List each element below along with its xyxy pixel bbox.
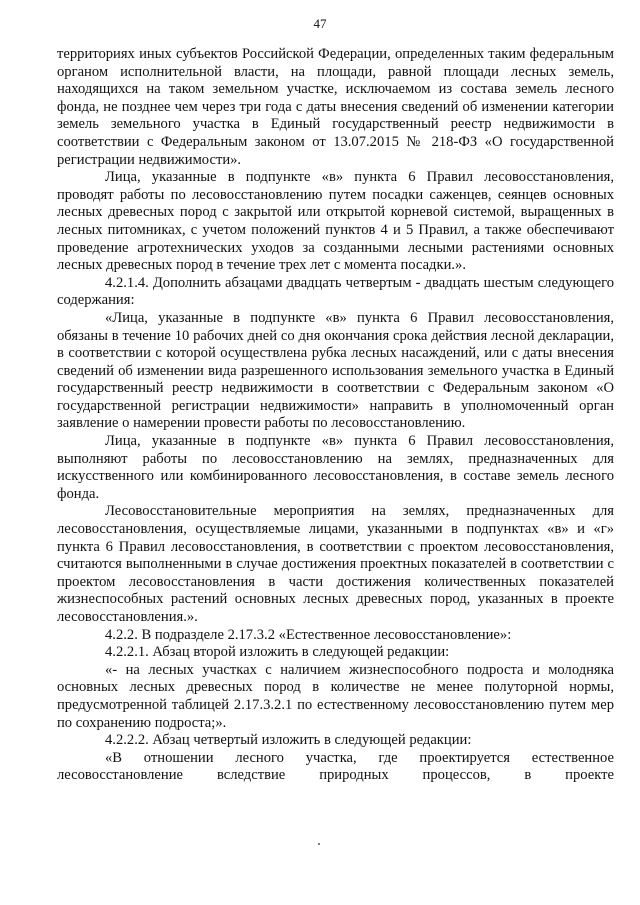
paragraph-persons-obliged: «Лица, указанные в подпункте «в» пункта 6 Правил лесовосстановления, обязаны в течение 10 рабочих дней со дня окончания срока действия лесной декларации, в соответствии с которой осуществлена рубка лесных насаждений, или с даты внесения сведений об изменении вида разрешенного использования земельного участка в Единый государственный реестр недвижимости в соответствии с Федеральным законом «О государственной регистрации недвижимости» направить в уполномоченный орган заявление о намерении провести работы по лесовосстановлению. bbox=[57, 309, 614, 432]
paragraph-undergrowth: «- на лесных участках с наличием жизнеспособного подроста и молодняка основных лесных древесных пород в количестве не менее полуторной нормы, предусмотренной таблицей 2.17.3.2.1 по естественному лесовосстановлению путем мер по сохранению подроста;». bbox=[57, 661, 614, 731]
paragraph-clause-4-2-2-1: 4.2.2.1. Абзац второй изложить в следующей редакции: bbox=[105, 644, 450, 661]
paragraph-continuation: территориях иных субъектов Российской Федерации, определенных таким федеральным органом исполнительной власти, на площади, равной площади лесных земель, находящихся на таком земельном участке, исключаемом из состава земель лесного фонда, не позднее чем через три года с даты внесения сведений об изменении категории земель земельного участка в Единый государственный реестр недвижимости в соответствии с Федеральным законом от 13.07.2015 № 218-ФЗ «О государственной регистрации недвижимости». bbox=[57, 46, 614, 168]
document-body bbox=[57, 46, 614, 785]
scan-speck bbox=[318, 843, 320, 845]
page-number: 47 bbox=[313, 16, 327, 31]
paragraph-natural-reforestation: «В отношении лесного участка, где проектируется естественное лесовосстановление вследствие природных процессов, в проекте bbox=[57, 749, 614, 784]
paragraph-reforestation-measures: Лесовосстановительные мероприятия на землях, предназначенных для лесовосстановления, осуществляемые лицами, указанными в подпунктах «в» и «г» пункта 6 Правил лесовосстановления, в соответствии с проектом лесовосстановления, считаются выполненными в случае достижения проектных показателей в соответствии с проектом лесовосстановления в части достижения количественных показателей жизнеспособных растений основных лесных древесных пород, указанных в проекте лесовосстановления.». bbox=[57, 503, 614, 625]
paragraph-clause-4-2-2-2: 4.2.2.2. Абзац четвертый изложить в следующей редакции: bbox=[105, 732, 472, 749]
paragraph-clause-4-2-2: 4.2.2. В подразделе 2.17.3.2 «Естественное лесовосстановление»: bbox=[105, 626, 512, 643]
paragraph-clause-4-2-1-4: 4.2.1.4. Дополнить абзацами двадцать четвертым - двадцать шестым следующего содержания: bbox=[57, 274, 614, 309]
paragraph-persons-perform-works: Лица, указанные в подпункте «в» пункта 6 Правил лесовосстановления, выполняют работы по лесовосстановлению на землях, предназначенных для искусственного или комбинированного лесовосстановления, в составе земель лесного фонда. bbox=[57, 433, 614, 502]
paragraph-persons-planting: Лица, указанные в подпункте «в» пункта 6 Правил лесовосстановления, проводят работы по лесовосстановлению путем посадки саженцев, сеянцев основных лесных древесных пород с закрытой или открытой корневой системой, выращенных в лесных питомниках, с учетом положений пунктов 4 и 5 Правил, а также обеспечивают проведение агротехнических уходов за созданными лесными растениями основных лесных древесных пород в течение трех лет с момента посадки.». bbox=[57, 169, 614, 274]
